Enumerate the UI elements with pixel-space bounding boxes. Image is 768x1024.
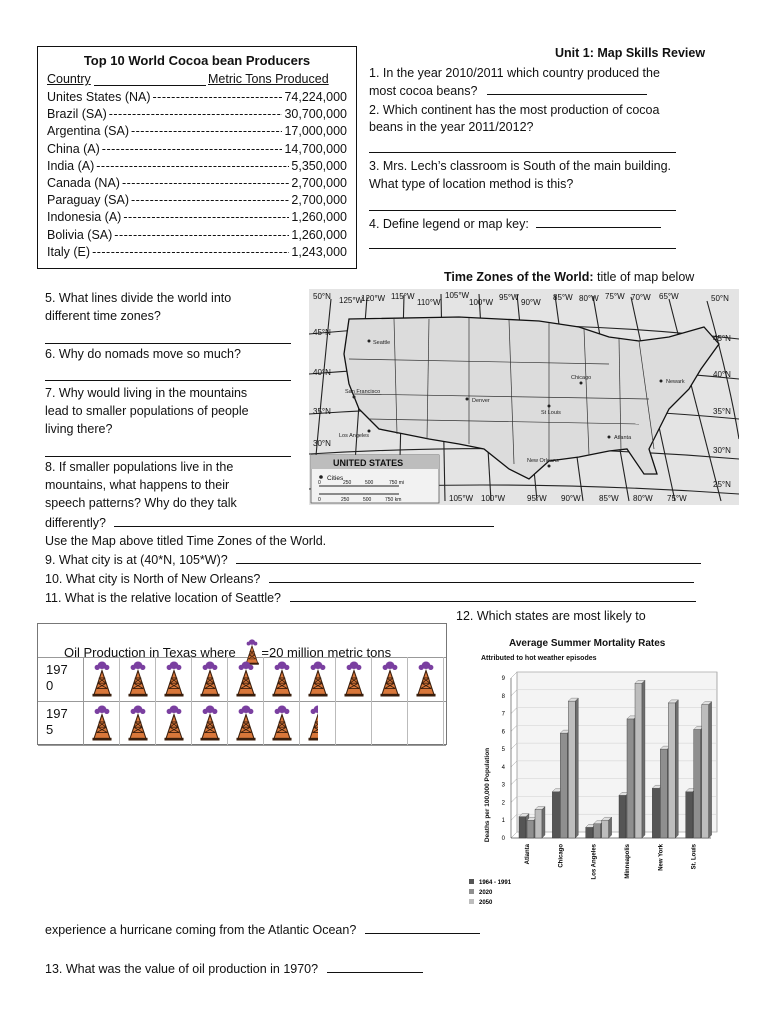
y-tick-label: 7 <box>501 711 505 718</box>
map-scale-label: 250 <box>343 480 352 486</box>
answer-blank-2[interactable] <box>369 140 676 153</box>
leader-dots <box>122 176 289 190</box>
map-right-label: 25°N <box>713 480 731 489</box>
oil-derrick-icon <box>161 705 187 741</box>
cocoa-row <box>47 156 347 173</box>
us-map-svg <box>309 289 739 505</box>
leader-dots <box>131 193 289 207</box>
legend-label: 1964 - 1991 <box>479 880 512 886</box>
map-bottom-label: 80°W <box>633 494 653 503</box>
x-tick-label: St. Louis <box>691 844 698 870</box>
mortality-chart-svg <box>459 630 729 920</box>
map-legend-cities: Cities <box>327 475 344 482</box>
oil-year-1975: 197 5 <box>38 701 84 745</box>
cocoa-country: China (A) <box>47 141 100 156</box>
y-tick-label: 9 <box>501 676 505 682</box>
x-tick-label: Los Angeles <box>591 844 598 880</box>
oil-derrick-icon <box>197 661 223 697</box>
question-7-line-1: 7. Why would living in the mountains <box>45 386 248 400</box>
map-top-label: 95°W <box>499 293 519 302</box>
map-scale-label: 750 km <box>385 497 402 503</box>
bar <box>519 817 526 838</box>
leader-dots <box>96 159 289 173</box>
oil-derrick-icon <box>305 661 331 697</box>
cocoa-country: Brazil (SA) <box>47 107 107 122</box>
y-tick-label: 1 <box>501 818 505 825</box>
oil-cell <box>408 657 444 701</box>
chart-title: Average Summer Mortality Rates <box>509 638 666 649</box>
map-city-label: San Francisco <box>345 389 381 395</box>
oil-cell <box>192 657 228 701</box>
cocoa-value: 74,224,000 <box>284 90 347 104</box>
question-9-text: 9. What city is at (40*N, 105*W)? <box>45 553 228 567</box>
leader-dots <box>109 107 283 121</box>
map-scale-label: 250 <box>341 497 350 503</box>
oil-title-before: Oil Production in Texas where <box>64 645 236 660</box>
cocoa-value: 1,260,000 <box>291 210 347 225</box>
bar-side <box>675 700 678 838</box>
x-tick-label: New York <box>658 844 665 871</box>
oil-derrick-icon <box>233 661 259 697</box>
x-tick-label: Chicago <box>558 844 565 868</box>
map-left-label: 30°N <box>313 439 331 448</box>
oil-derrick-icon <box>125 705 151 741</box>
question-8-line-2: mountains, what happens to their <box>45 478 230 492</box>
map-top-label: 110°W <box>417 298 441 307</box>
leader-dots <box>153 90 283 104</box>
bar-side <box>709 702 712 838</box>
question-4-text: 4. Define legend or map key: <box>369 217 529 231</box>
cocoa-value: 2,700,000 <box>291 193 347 208</box>
map-right-label: 35°N <box>713 407 731 416</box>
map-scale-label: 750 mi <box>389 480 405 486</box>
question-8-line-3: speech patterns? Why do they talk <box>45 496 237 510</box>
cocoa-row <box>47 139 347 156</box>
leader-dots <box>92 245 289 259</box>
time-zone-map <box>309 289 739 505</box>
y-tick-label: 8 <box>501 693 505 700</box>
bar <box>594 824 601 838</box>
oil-cell <box>192 701 228 745</box>
cocoa-country: Indonesia (A) <box>47 210 122 225</box>
cocoa-table-title: Top 10 World Cocoa bean Producers <box>83 53 311 68</box>
question-8-line-4 <box>45 514 494 532</box>
answer-blank-4a[interactable] <box>536 215 661 228</box>
x-tick-label: Minneapolis <box>625 844 631 879</box>
legend-swatch <box>469 879 474 884</box>
question-3-line-1: 3. Mrs. Lech’s classroom is South of the main building. <box>369 159 671 173</box>
cocoa-country: Bolivia (SA) <box>47 227 113 242</box>
map-top-label: 100°W <box>469 298 494 307</box>
y-gridline <box>511 779 517 785</box>
map-title-bold: Time Zones of the World: <box>444 270 594 284</box>
y-gridline <box>511 814 517 820</box>
cocoa-country: India (A) <box>47 158 95 173</box>
map-left-label: 45°N <box>313 328 331 337</box>
question-10-text: 10. What city is North of New Orleans? <box>45 572 261 586</box>
map-top-label: 125°W <box>339 296 364 305</box>
question-7-line-3: living there? <box>45 422 113 436</box>
question-7-line-2: lead to smaller populations of people <box>45 404 249 418</box>
y-tick-label: 0 <box>501 836 505 842</box>
map-right-label: 40°N <box>713 370 731 379</box>
oil-derrick-icon <box>89 705 115 741</box>
oil-cell <box>84 657 120 701</box>
oil-derrick-icon <box>269 661 295 697</box>
y-tick-label: 5 <box>501 747 505 754</box>
oil-cell <box>120 701 156 745</box>
bar <box>568 701 575 838</box>
bar <box>586 827 593 838</box>
y-tick-label: 4 <box>501 764 505 771</box>
bar-side <box>642 680 645 838</box>
oil-cell <box>84 701 120 745</box>
bar <box>694 730 701 838</box>
question-5-line-1: 5. What lines divide the world into <box>45 291 232 305</box>
map-top-label: 75°W <box>605 292 625 301</box>
map-bottom-label: 95°W <box>527 494 547 503</box>
question-5-line-2: different time zones? <box>45 309 161 323</box>
chart-ylabel: Deaths per 100,000 Population <box>484 747 491 843</box>
cocoa-value: 1,243,000 <box>291 244 347 259</box>
y-gridline <box>511 796 517 802</box>
map-city-label: St Louis <box>541 410 561 416</box>
bar <box>660 749 667 838</box>
answer-blank-7[interactable] <box>45 444 291 457</box>
map-top-label: 50°N <box>313 292 331 301</box>
bar <box>635 683 642 838</box>
map-scale-label: 500 <box>365 480 374 486</box>
oil-derrick-icon <box>377 661 403 697</box>
map-bottom-label: 90°W <box>561 494 581 503</box>
cocoa-header-metric: Metric Tons Produced <box>208 72 329 86</box>
question-12-text: experience a hurricane coming from the Atlantic Ocean? <box>45 923 357 937</box>
cocoa-row <box>47 87 347 104</box>
question-2-line-1: 2. Which continent has the most production of cocoa <box>369 103 660 117</box>
oil-cell <box>300 657 336 701</box>
use-map-instruction: Use the Map above titled Time Zones of the World. <box>45 534 327 548</box>
map-left-label: 35°N <box>313 407 331 416</box>
legend-swatch <box>469 899 474 904</box>
answer-blank-12[interactable] <box>365 921 480 934</box>
oil-cell <box>156 657 192 701</box>
map-bottom-label: 85°W <box>599 494 619 503</box>
cocoa-row <box>47 121 347 138</box>
cocoa-value: 1,260,000 <box>291 227 347 242</box>
cocoa-country: Italy (E) <box>47 244 91 259</box>
bar <box>686 792 693 838</box>
question-10 <box>45 570 694 588</box>
cocoa-country: Argentina (SA) <box>47 124 129 139</box>
oil-cell <box>372 657 408 701</box>
y-tick-label: 6 <box>501 729 505 736</box>
oil-cell <box>372 701 408 745</box>
map-top-label: 50°N <box>711 294 729 303</box>
oil-cell <box>264 657 300 701</box>
oil-cell <box>156 701 192 745</box>
cocoa-country: Paraguay (SA) <box>47 193 129 208</box>
bar <box>627 719 634 838</box>
cocoa-row <box>47 207 347 224</box>
legend-label: 2050 <box>479 900 493 906</box>
oil-derrick-icon <box>269 705 295 741</box>
oil-row-1970 <box>38 657 446 702</box>
answer-blank-9[interactable] <box>236 551 701 564</box>
answer-blank-4b[interactable] <box>369 236 676 249</box>
bar <box>552 792 559 838</box>
question-11-text: 11. What is the relative location of Seattle? <box>45 591 282 605</box>
oil-row-1975 <box>38 701 446 746</box>
question-1-line-1: 1. In the year 2010/2011 which country produced the <box>369 66 660 80</box>
oil-cell <box>264 701 300 745</box>
map-city-label: Los Angeles <box>339 433 369 439</box>
cocoa-country: Canada (NA) <box>47 176 120 190</box>
legend-swatch <box>469 889 474 894</box>
question-8-text: differently? <box>45 516 106 530</box>
map-left-label: 40°N <box>313 368 331 377</box>
question-1-line-2 <box>369 82 647 100</box>
question-2-line-2: beans in the year 2011/2012? <box>369 120 534 134</box>
map-city-label: Atlanta <box>614 435 632 441</box>
question-13-text: 13. What was the value of oil production in 1970? <box>45 962 319 976</box>
bar-side <box>575 698 578 838</box>
bar <box>535 810 542 838</box>
oil-derrick-icon <box>233 705 259 741</box>
map-city-label: Chicago <box>571 375 592 381</box>
y-gridline <box>511 708 517 714</box>
map-bottom-label: 100°W <box>481 494 506 503</box>
answer-blank-3[interactable] <box>369 198 676 211</box>
map-city-label: Newark <box>666 379 685 385</box>
oil-cell <box>336 657 372 701</box>
header-rule <box>94 85 206 86</box>
bar <box>702 705 709 838</box>
oil-derrick-icon <box>341 661 367 697</box>
answer-blank-10[interactable] <box>269 570 694 583</box>
map-top-label: 70°W <box>631 293 651 302</box>
map-top-label: 65°W <box>659 292 679 301</box>
map-bottom-label: 75°W <box>667 494 687 503</box>
question-6: 6. Why do nomads move so much? <box>45 347 241 361</box>
question-12-line-1: 12. Which states are most likely to <box>456 609 646 623</box>
map-scale-label: 0 <box>318 497 321 503</box>
answer-blank-13[interactable] <box>327 960 423 973</box>
question-13 <box>45 960 423 978</box>
y-gridline <box>511 832 517 838</box>
y-gridline <box>511 725 517 731</box>
x-tick-label: Atlanta <box>525 844 531 865</box>
bar <box>602 820 609 838</box>
cocoa-value: 14,700,000 <box>284 141 347 156</box>
oil-title-row <box>38 624 446 658</box>
y-gridline <box>511 761 517 767</box>
y-gridline <box>511 690 517 696</box>
unit-title: Unit 1: Map Skills Review <box>555 46 706 60</box>
map-legend <box>311 455 439 503</box>
map-scale-label: 500 <box>363 497 372 503</box>
cocoa-value: 30,700,000 <box>284 107 347 122</box>
bar <box>560 733 567 838</box>
oil-cell <box>228 657 264 701</box>
oil-cell <box>336 701 372 745</box>
oil-cell <box>228 701 264 745</box>
cocoa-country: Unites States (NA) <box>47 90 151 104</box>
cocoa-row <box>47 242 347 259</box>
map-city-label: New Orleans <box>527 458 559 464</box>
answer-blank-6[interactable] <box>45 368 291 381</box>
map-top-label: 80°W <box>579 294 599 303</box>
y-tick-label: 2 <box>501 800 505 807</box>
question-9 <box>45 551 701 569</box>
cocoa-value: 5,350,000 <box>291 158 347 173</box>
bar <box>619 795 626 838</box>
bar-side <box>542 807 545 838</box>
oil-derrick-icon <box>161 661 187 697</box>
bar <box>652 788 659 838</box>
map-top-label: 115°W <box>391 292 415 301</box>
map-scale-label: 0 <box>318 480 321 486</box>
cocoa-value: 17,000,000 <box>284 124 347 139</box>
bar <box>668 703 675 838</box>
oil-cell <box>408 701 444 745</box>
map-city-label: Denver <box>472 398 490 404</box>
oil-title-after: =20 million metric tons <box>261 645 392 660</box>
oil-derrick-icon <box>305 705 318 741</box>
leader-dots <box>123 210 289 224</box>
map-top-label: 90°W <box>521 298 541 307</box>
oil-cell <box>300 701 336 745</box>
mortality-chart <box>459 630 729 920</box>
map-title <box>444 270 694 284</box>
leader-dots <box>114 228 289 242</box>
chart-subtitle: Attributed to hot weather episodes <box>481 655 597 662</box>
cocoa-value: 2,700,000 <box>291 176 347 190</box>
question-11 <box>45 589 696 607</box>
map-legend-title: UNITED STATES <box>333 458 404 468</box>
question-12-line-2 <box>45 921 480 939</box>
question-3-line-2: What type of location method is this? <box>369 177 574 191</box>
cocoa-row <box>47 173 347 190</box>
question-8-line-1: 8. If smaller populations live in the <box>45 460 234 474</box>
cocoa-row <box>47 225 347 242</box>
cocoa-header-country: Country <box>47 72 91 86</box>
map-right-label: 30°N <box>713 446 731 455</box>
map-top-label: 105°W <box>445 291 470 300</box>
oil-derrick-icon <box>413 661 439 697</box>
map-top-label: 120°W <box>361 294 386 303</box>
answer-blank-5[interactable] <box>45 331 291 344</box>
answer-blank-8[interactable] <box>114 514 494 527</box>
cocoa-row <box>47 190 347 207</box>
oil-derrick-icon <box>125 661 151 697</box>
cocoa-producers-table <box>37 46 357 269</box>
bar-side <box>609 817 612 838</box>
answer-blank-1[interactable] <box>487 82 647 95</box>
cocoa-row <box>47 104 347 121</box>
map-city-label: Seattle <box>373 340 391 346</box>
map-bottom-label: 105°W <box>449 494 474 503</box>
y-gridline <box>511 743 517 749</box>
oil-year-1970: 197 0 <box>38 657 84 701</box>
oil-derrick-icon <box>197 705 223 741</box>
oil-cell <box>120 657 156 701</box>
answer-blank-11[interactable] <box>290 589 696 602</box>
question-4 <box>369 215 661 233</box>
oil-pictograph <box>37 623 447 745</box>
bar <box>527 820 534 838</box>
question-1-text: most cocoa beans? <box>369 84 478 98</box>
map-right-label: 45°N <box>713 334 731 343</box>
leader-dots <box>131 124 282 138</box>
map-title-rest: title of map below <box>593 270 695 284</box>
map-top-label: 85°W <box>553 293 573 302</box>
y-tick-label: 3 <box>501 782 505 789</box>
y-gridline <box>511 672 517 678</box>
leader-dots <box>102 142 283 156</box>
oil-derrick-icon <box>89 661 115 697</box>
legend-label: 2020 <box>479 890 493 896</box>
